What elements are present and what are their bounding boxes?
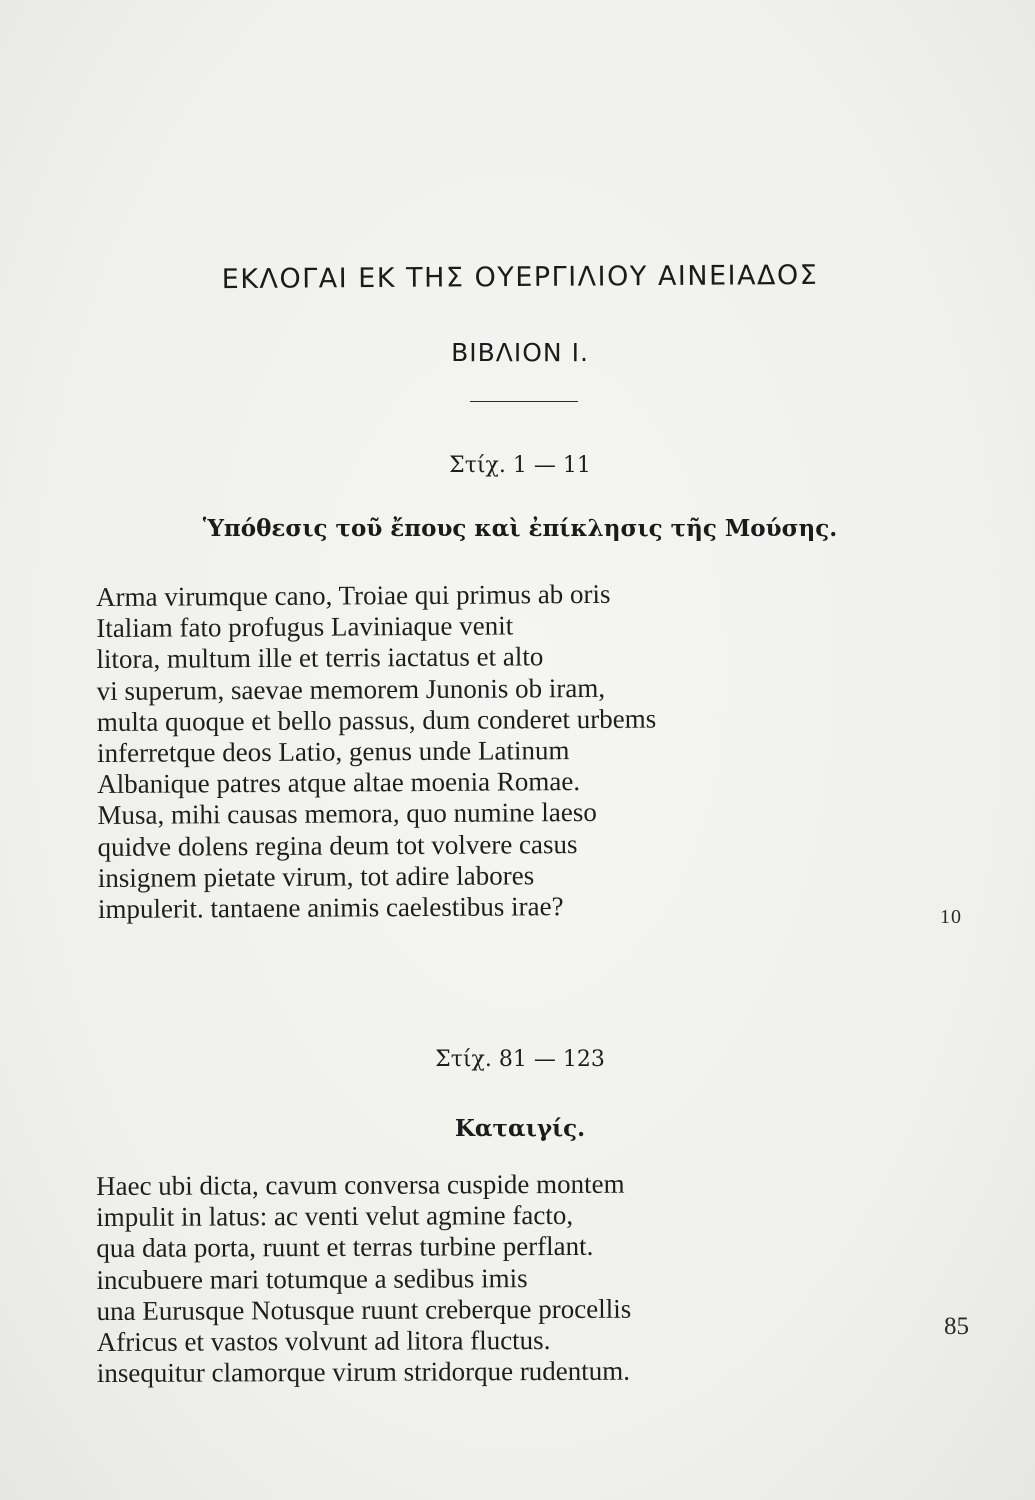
verse-line: litora, multum ille et terris iactatus et alto [96, 641, 544, 675]
line-number: 85 [944, 1313, 969, 1340]
verse-reference: Στίχ. 81 — 123 [435, 1047, 605, 1072]
verse-line: Italiam fato profugus Laviniaque venit [96, 610, 514, 644]
verse-line: impulerit. tantaene animis caelestibus irae? [97, 891, 564, 925]
verse-line: Arma virumque cano, Troiae qui primus ab oris [96, 578, 611, 612]
verse-reference: Στίχ. 1 — 11 [449, 453, 591, 478]
verse-line: impulit in latus: ac venti velut agmine facto, [96, 1200, 574, 1233]
verse-line: incubuere mari totumque a sedibus imis [96, 1262, 528, 1295]
verse-line: vi superum, saevae memorem Junonis ob iram, [96, 672, 606, 706]
line-number: 10 [940, 906, 962, 928]
verse-line: Haec ubi dicta, cavum conversa cuspide montem [96, 1168, 625, 1201]
section-heading: Καταιγίς. [454, 1115, 586, 1142]
verse-line: Albanique patres atque altae moenia Romae. [97, 766, 581, 800]
verse-line: insequitur clamorque virum stridorque rudentum. [96, 1355, 631, 1389]
verse-block [96, 1168, 857, 1390]
verse-line: quidve dolens regina deum tot volvere casus [97, 828, 578, 862]
verse-line: qua data porta, ruunt et terras turbine perflant. [96, 1231, 594, 1264]
verse-line: insignem pietate virum, tot adire labores [97, 860, 535, 893]
verse-line: una Eurusque Notusque ruunt creberque procellis [96, 1293, 632, 1326]
verse-line: Africus et vastos volvunt ad litora fluctus. [96, 1325, 551, 1358]
verse-block [96, 577, 858, 925]
verse-line: Musa, mihi causas memora, quo numine laeso [97, 797, 597, 831]
title-divider [470, 401, 578, 402]
verse-line: inferretque deos Latio, genus unde Latinum [96, 735, 570, 769]
book-subtitle: ΒΙΒΛΙΟΝ Ι. [451, 338, 589, 367]
page-title: ΕΚΛΟΓΑΙ ΕΚ ΤΗΣ ΟΥΕΡΓΙΛΙΟΥ ΑΙΝΕΙΑΔΟΣ [221, 259, 819, 296]
section-heading: Ὑπόθεσις τοῦ ἔπους καὶ ἐπίκλησις τῆς Μούσης. [202, 515, 838, 542]
verse-line: multa quoque et bello passus, dum conderet urbems [96, 703, 657, 737]
